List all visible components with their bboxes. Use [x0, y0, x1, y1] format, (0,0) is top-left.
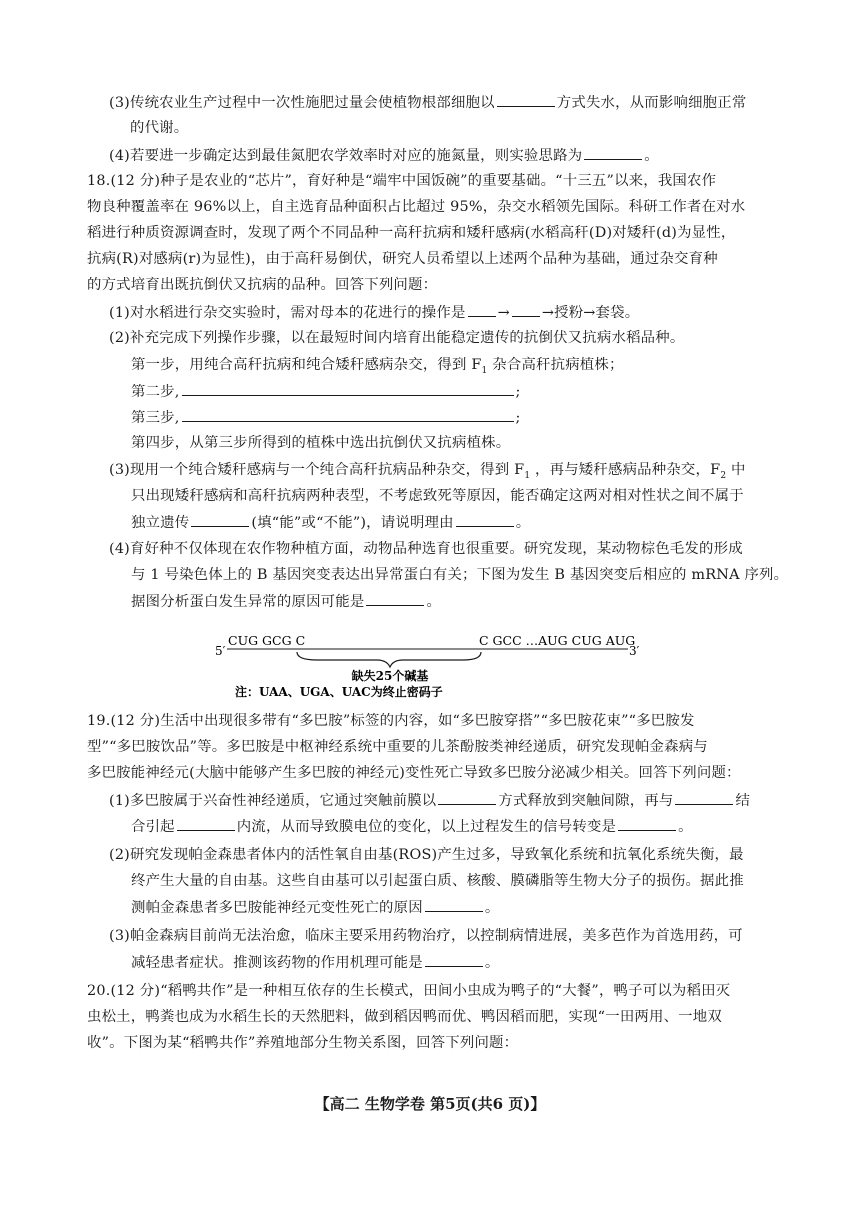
period: 。	[484, 955, 500, 971]
q18-part3-inherit: 独立遗传	[131, 515, 190, 531]
q18-step1	[131, 355, 624, 381]
five-prime-label: 5′	[215, 644, 226, 658]
q18-part3-line1	[109, 460, 746, 486]
answer-blank[interactable]	[177, 816, 235, 831]
q18-part1	[109, 302, 639, 323]
deletion-brace	[297, 652, 481, 667]
period: 。	[426, 594, 442, 610]
mrna-sequence-figure	[215, 630, 645, 700]
q17-part3-line1	[109, 92, 746, 113]
q19-part1-line1	[109, 790, 750, 811]
q18-stem-line1: 18.(12 分)种子是农业的“芯片”，育好种是“端牢中国饭碗”的重要基础。“十三五”以来，我国农作	[87, 173, 717, 189]
q18-part3-text-end: 中	[726, 462, 746, 478]
q19-part1-line2	[131, 816, 693, 837]
q19-part1-text-cont: 方式释放到突触间隙，再与	[498, 793, 674, 809]
q18-part3-line3	[131, 512, 530, 533]
answer-blank[interactable]	[618, 816, 676, 831]
q19-stem-line3: 多巴胺能神经元(大脑中能够产生多巴胺的神经元)变性死亡导致多巴胺分泌减少相关。回答下列问题：	[87, 765, 741, 781]
q17-part4	[109, 145, 659, 166]
arrow: →	[497, 305, 510, 321]
q18-part3-reason: (填“能”或“不能”)，请说明理由	[251, 515, 454, 531]
figure-note: 注：UAA、UGA、UAC为终止密码子	[235, 685, 443, 699]
q18-part1-text: (1)对水稻进行杂交实验时，需对母本的花进行的操作是	[109, 305, 466, 321]
q19-part3-line2	[131, 952, 499, 973]
q18-part4-line1: (4)育好种不仅体现在农作物种植方面，动物品种选育也很重要。研究发现，某动物棕色毛发的形成	[109, 541, 743, 557]
q18-step4: 第四步，从第三步所得到的植株中选出抗倒伏又抗病植株。	[131, 435, 511, 451]
three-prime-label: 3′	[629, 644, 640, 658]
subscript: 1	[524, 470, 531, 481]
step2-label: 第二步,	[131, 384, 180, 400]
q18-part4-line2: 与 1 号染色体上的 B 基因突变表达出异常蛋白有关；下图为发生 B 基因突变后相应的 mRNA 序列。	[131, 567, 789, 583]
q18-part2: (2)补充完成下列操作步骤，以在最短时间内培育出能稳定遗传的抗倒伏又抗病水稻品种。	[109, 330, 685, 346]
semicolon: ;	[515, 384, 521, 400]
answer-blank[interactable]	[191, 512, 249, 527]
q19-part3-text: 减轻患者症状。推测该药物的作用机理可能是	[131, 955, 423, 971]
period: 。	[484, 900, 500, 916]
q19-stem-line2: 型”“多巴胺饮品”等。多巴胺是中枢神经系统中重要的儿茶酚胺类神经递质，研究发现帕金森病与	[87, 739, 708, 755]
right-sequence: C GCC …AUG CUG AUG	[479, 633, 636, 648]
q19-part2-line3	[131, 897, 499, 918]
q18-step3	[131, 407, 521, 428]
q20-stem-line2: 虫松土，鸭粪也成为水稻生长的天然肥料，做到稻因鸭而优、鸭因稻而肥，实现“一田两用、一地双	[87, 1009, 722, 1025]
q18-stem-line5: 的方式培育出既抗倒伏又抗病的品种。回答下列问题：	[87, 277, 438, 293]
answer-blank[interactable]	[512, 302, 540, 317]
answer-blank[interactable]	[497, 92, 555, 107]
subscript: 1	[481, 365, 488, 376]
q18-part1-end: →授粉→套袋。	[541, 305, 640, 321]
page-footer: 【高二 生物学卷 第5页(共6 页)】	[314, 1095, 546, 1113]
step3-label: 第三步,	[131, 410, 180, 426]
q18-part3-text-cont: ，再与矮秆感病品种杂交，F	[530, 462, 721, 478]
subscript: 2	[720, 470, 727, 481]
q18-part4-text: 据图分析蛋白发生异常的原因可能是	[131, 594, 365, 610]
answer-blank[interactable]	[468, 302, 496, 317]
q18-part3-text: (3)现用一个纯合矮秆感病与一个纯合高秆抗病品种杂交，得到 F	[109, 462, 525, 478]
period: 。	[678, 819, 693, 835]
q18-stem-line4: 抗病(R)对感病(r)为显性)，由于高秆易倒伏，研究人员希望以上述两个品种为基础，通过杂交育种	[87, 251, 718, 267]
q17-part4-text: (4)若要进一步确定达到最佳氮肥农学效率时对应的施氮量，则实验思路为	[109, 148, 583, 164]
q19-part1-text: (1)多巴胺属于兴奋性神经递质，它通过突触前膜以	[109, 793, 437, 809]
q17-part3-line2	[130, 118, 188, 138]
q20-stem-line1: 20.(12 分)“稻鸭共作”是一种相互依存的生长模式，田间小虫成为鸭子的“大餐”，鸭子可以为稻田灭	[87, 983, 731, 999]
answer-blank[interactable]	[425, 897, 483, 912]
q19-part1-cause: 合引起	[131, 819, 175, 835]
answer-blank[interactable]	[425, 952, 483, 967]
q18-stem-line3: 稻进行种质资源调查时，发现了两个不同品种一高秆抗病和矮秆感病(水稻高秆(D)对矮秆(d)为显性，	[87, 225, 736, 241]
left-sequence: CUG GCG C	[228, 633, 306, 648]
q18-step2	[131, 381, 521, 402]
q19-part1-signal: 内流，从而导致膜电位的变化，以上过程发生的信号转变是	[236, 819, 617, 835]
answer-blank[interactable]	[366, 591, 424, 606]
q19-part1-text-end: 结	[735, 793, 751, 809]
step1-text-cont: 杂合高秆抗病植株；	[487, 357, 624, 373]
answer-blank[interactable]	[182, 381, 514, 396]
deletion-label: 缺失25个碱基	[351, 669, 429, 683]
q19-part3-line1: (3)帕金森病目前尚无法治愈，临床主要采用药物治疗，以控制病情进展，美多芭作为首选用药，可	[109, 928, 743, 944]
q20-stem-line3: 收”。下图为某“稻鸭共作”养殖地部分生物关系图，回答下列问题：	[87, 1035, 519, 1051]
period: 。	[515, 515, 531, 531]
answer-blank[interactable]	[182, 407, 514, 422]
q18-part4-line3	[131, 591, 441, 612]
q19-part2-line2: 终产生大量的自由基。这些自由基可以引起蛋白质、核酸、膜磷脂等生物大分子的损伤。据此推	[131, 873, 744, 889]
period: 。	[644, 148, 659, 164]
q19-stem-line1: 19.(12 分)生活中出现很多带有“多巴胺”标签的内容，如“多巴胺穿搭”“多巴胺花束”“多巴胺发	[87, 713, 695, 729]
step1-text: 第一步，用纯合高秆抗病和纯合矮秆感病杂交，得到 F	[131, 357, 482, 373]
q17-part3-end: 的代谢。	[130, 120, 189, 136]
q19-part2-text: 测帕金森患者多巴胺能神经元变性死亡的原因	[131, 900, 423, 916]
q18-part3-line2: 只出现矮秆感病和高秆抗病两种表型，不考虑致死等原因，能否确定这两对相对性状之间不属于	[131, 488, 744, 504]
q17-part3-text: (3)传统农业生产过程中一次性施肥过量会使植物根部细胞以	[109, 95, 495, 111]
answer-blank[interactable]	[438, 790, 496, 805]
q18-stem-line2: 物良种覆盖率在 96%以上，自主选育品种面积占比超过 95%，杂交水稻领先国际。科研工作者在对水	[87, 199, 746, 215]
semicolon: ;	[515, 410, 521, 426]
answer-blank[interactable]	[584, 145, 642, 160]
answer-blank[interactable]	[456, 512, 514, 527]
q17-part3-text-cont: 方式失水，从而影响细胞正常	[556, 95, 747, 111]
answer-blank[interactable]	[675, 790, 733, 805]
q19-part2-line1: (2)研究发现帕金森患者体内的活性氧自由基(ROS)产生过多，导致氧化系统和抗氧化系统失衡，最	[109, 847, 744, 863]
